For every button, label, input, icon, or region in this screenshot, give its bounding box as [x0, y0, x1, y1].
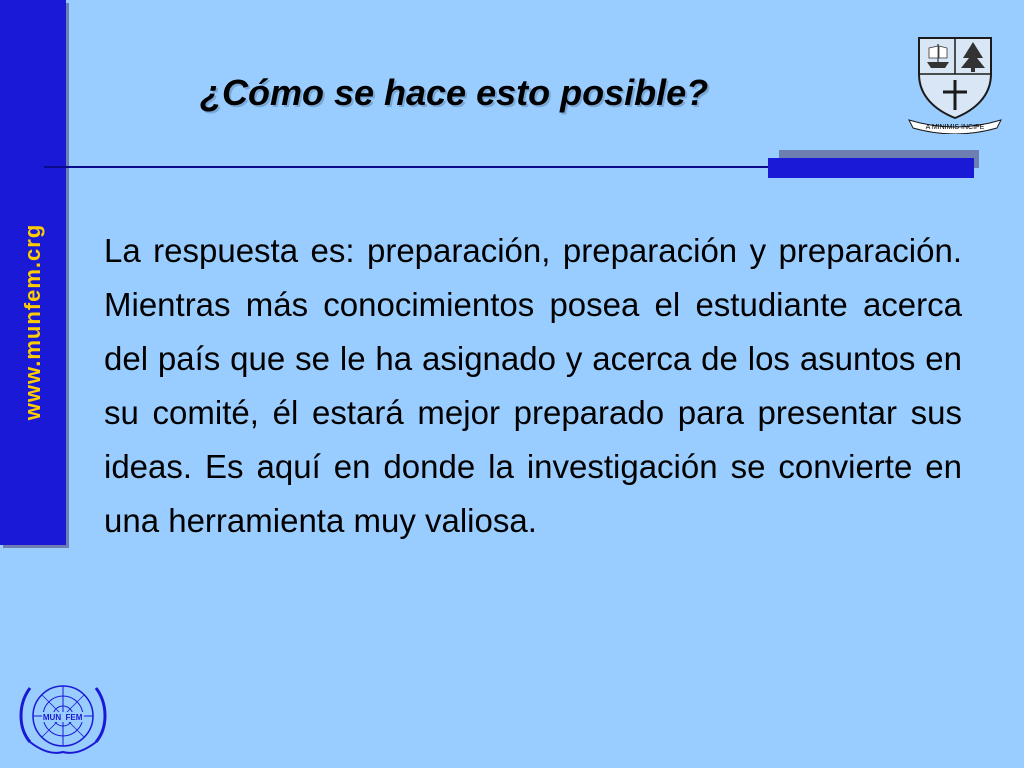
crest-motto: A MINIMIS INCIPE	[925, 124, 985, 131]
body-paragraph: La respuesta es: preparación, preparación y preparación. Mientras más conocimientos posea el estudiante acerca del país que se le ha asignado y acerca de los asuntos en su comité, él estará mejor preparado para presentar sus ideas. Es aquí en donde la investigación se convierte en una herramienta muy valiosa.	[104, 232, 962, 539]
header-accent-bar	[768, 158, 974, 178]
header-divider-line	[44, 166, 768, 168]
un-emblem-logo	[8, 672, 118, 764]
sidebar-url-text: www.munfem.crg	[20, 223, 45, 421]
school-crest-logo	[905, 34, 1005, 134]
un-logo-label-left: MUN	[42, 713, 62, 722]
un-logo-label-right: FEM	[65, 713, 83, 722]
sidebar-band	[0, 0, 66, 545]
slide-title: ¿Cómo se hace esto posible?	[200, 72, 709, 113]
